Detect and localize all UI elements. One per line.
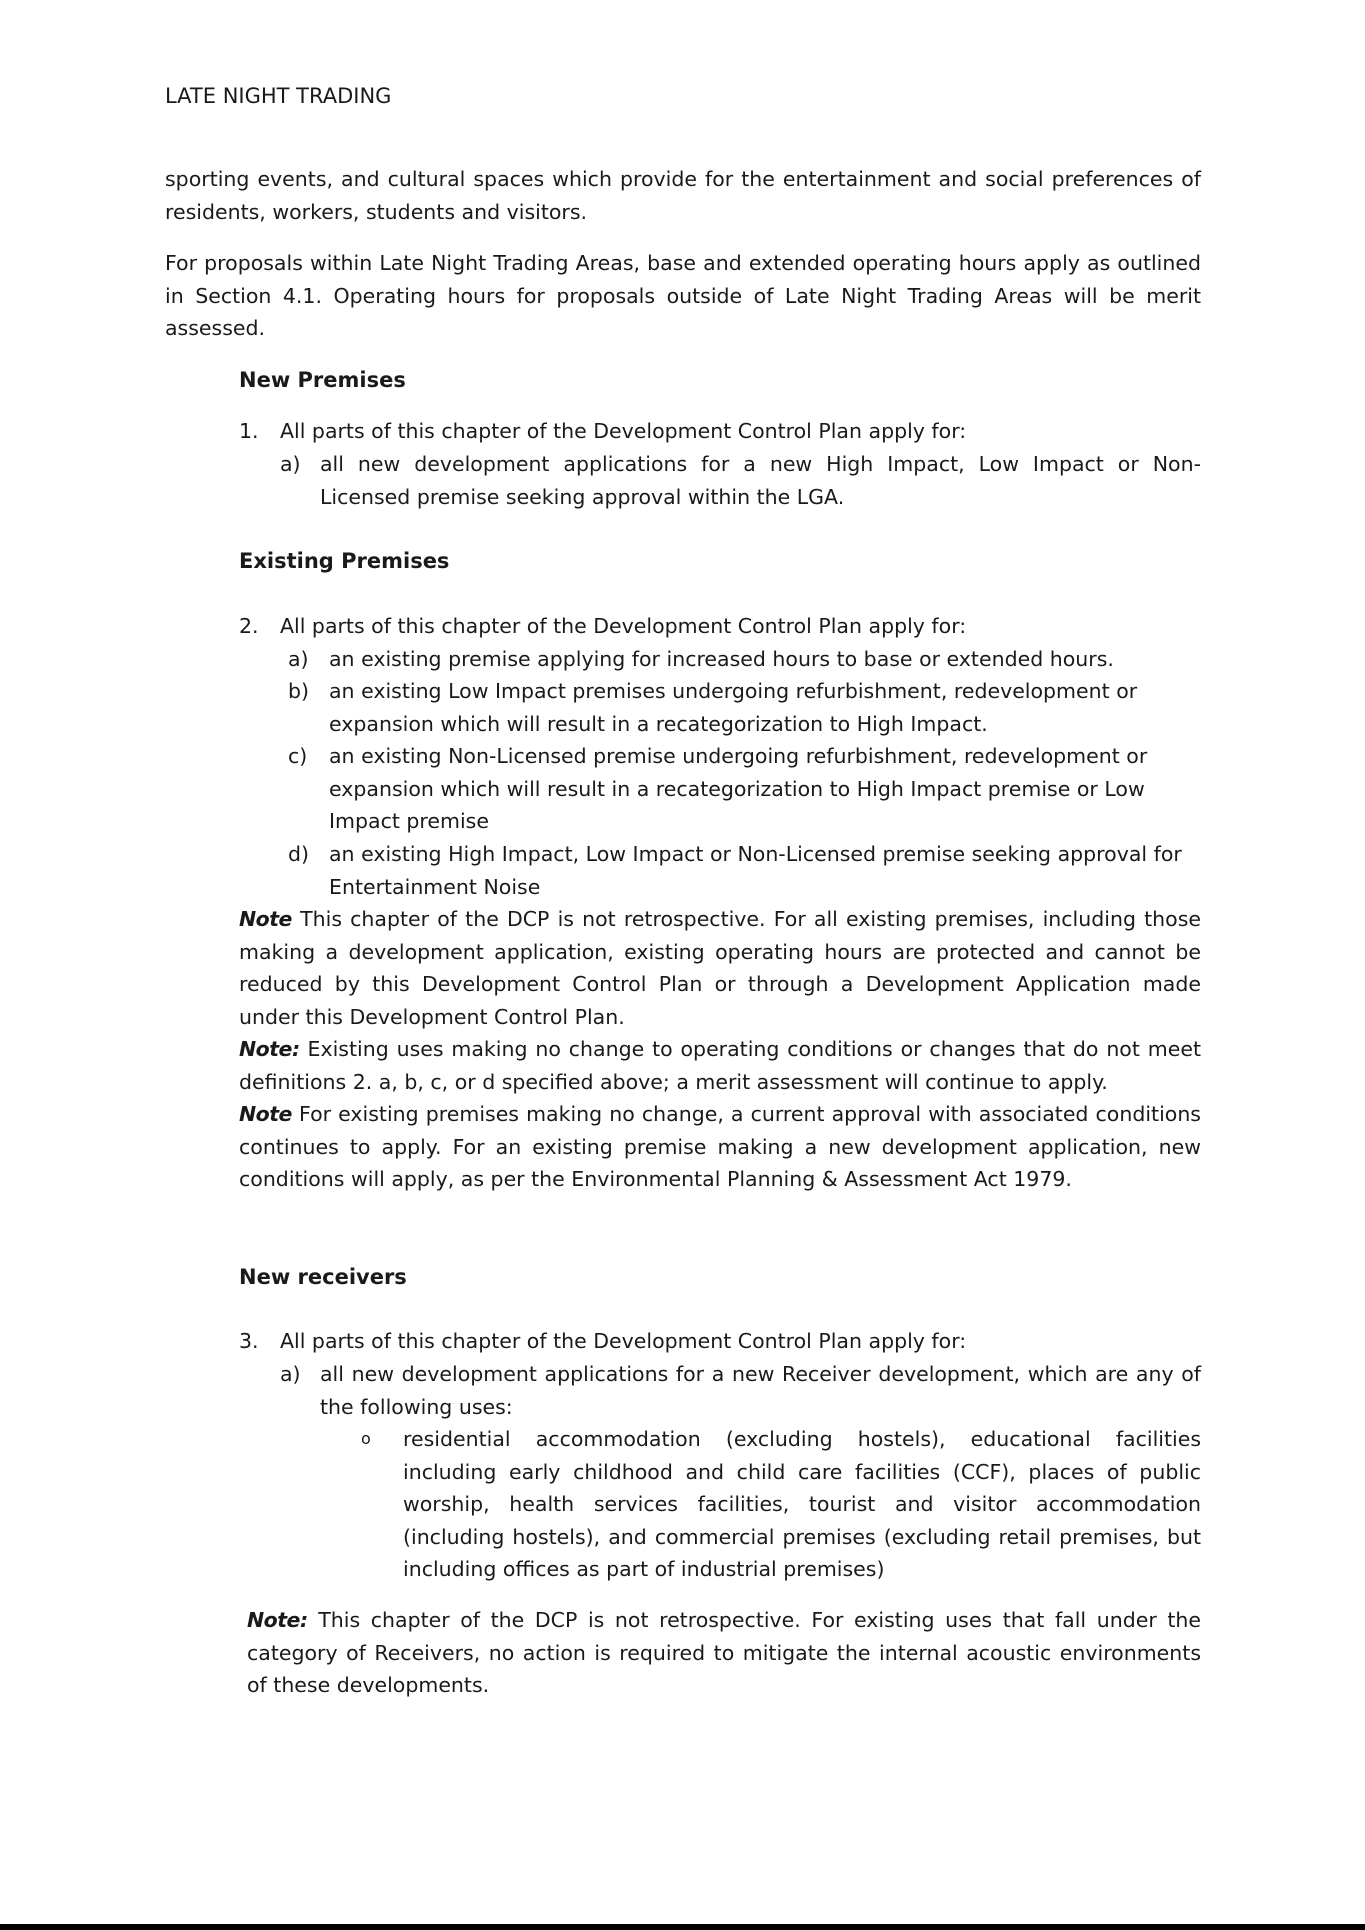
sub-item-text: all new development applications for a new High Impact, Low Impact or Non-Licensed premise seeking approval within the LGA. (320, 452, 1201, 509)
sub-item-text: an existing High Impact, Low Impact or Non-Licensed premise seeking approval for Entertainment Noise (329, 842, 1182, 899)
sub-item-label: c) (288, 744, 308, 768)
list-number-3: 3. (239, 1329, 259, 1353)
bullet-circle-icon: o (361, 1429, 371, 1448)
note-text: This chapter of the DCP is not retrospective. For existing uses that fall under the category of Receivers, no action is required to mitigate the internal acoustic environments of these developments. (247, 1608, 1201, 1697)
list-item-2-text: All parts of this chapter of the Development Control Plan apply for: (280, 614, 967, 638)
bullet-item-text: residential accommodation (excluding hostels), educational facilities including early childhood and child care facilities (CCF), places of public worship, health services facilities, tourist and visitor accommodation (including hostels), and commercial premises (excluding retail premises, but including offices as part of industrial premises) (403, 1427, 1201, 1581)
note-paragraph (239, 1033, 1201, 1098)
sub-item-label: d) (288, 842, 310, 866)
list-number-2: 2. (239, 614, 259, 638)
note-label: Note: (247, 1608, 308, 1632)
note-paragraph (239, 903, 1201, 1033)
note-paragraph (247, 1604, 1201, 1702)
note-text: This chapter of the DCP is not retrospective. For all existing premises, including those making a development application, existing operating hours are protected and cannot be reduced by this Development Control Plan or through a Development Application made under this Development Control Plan. (239, 907, 1201, 1029)
sub-item-label: a) (280, 1362, 301, 1386)
list-item-1-text: All parts of this chapter of the Development Control Plan apply for: (280, 419, 967, 443)
sub-item-label: a) (280, 452, 301, 476)
list-number-1: 1. (239, 419, 259, 443)
running-header: LATE NIGHT TRADING (165, 84, 392, 108)
note-label: Note (239, 907, 292, 931)
note-label: Note: (239, 1037, 300, 1061)
sub-item-text: an existing Non-Licensed premise undergoing refurbishment, redevelopment or expansion which will result in a recategorization to High Impact premise or Low Impact premise (329, 744, 1148, 833)
note-text: Existing uses making no change to operating conditions or changes that do not meet definitions 2. a, b, c, or d specified above; a merit assessment will continue to apply. (239, 1037, 1201, 1094)
sub-item-label: b) (288, 679, 310, 703)
note-paragraph (239, 1098, 1201, 1196)
intro-paragraph-2: For proposals within Late Night Trading Areas, base and extended operating hours apply as outlined in Section 4.1. Operating hours for proposals outside of Late Night Trading Areas will be merit assessed. (165, 251, 1201, 340)
section-heading-new-premises: New Premises (239, 368, 406, 392)
intro-paragraph-1: sporting events, and cultural spaces which provide for the entertainment and social preferences of residents, workers, students and visitors. (165, 167, 1201, 224)
page-bottom-border (0, 1924, 1365, 1930)
note-text: For existing premises making no change, a current approval with associated conditions continues to apply. For an existing premise making a new development application, new conditions will apply, as per the Environmental Planning & Assessment Act 1979. (239, 1102, 1201, 1191)
sub-item-label: a) (288, 647, 309, 671)
sub-item-text: an existing Low Impact premises undergoing refurbishment, redevelopment or expansion which will result in a recategorization to High Impact. (329, 679, 1138, 736)
list-item-3-text: All parts of this chapter of the Development Control Plan apply for: (280, 1329, 967, 1353)
note-label: Note (239, 1102, 292, 1126)
sub-item-text: an existing premise applying for increased hours to base or extended hours. (329, 647, 1114, 671)
section-heading-new-receivers: New receivers (239, 1265, 407, 1289)
section-heading-existing-premises: Existing Premises (239, 549, 450, 573)
sub-item-text: all new development applications for a new Receiver development, which are any of the following uses: (320, 1362, 1201, 1419)
